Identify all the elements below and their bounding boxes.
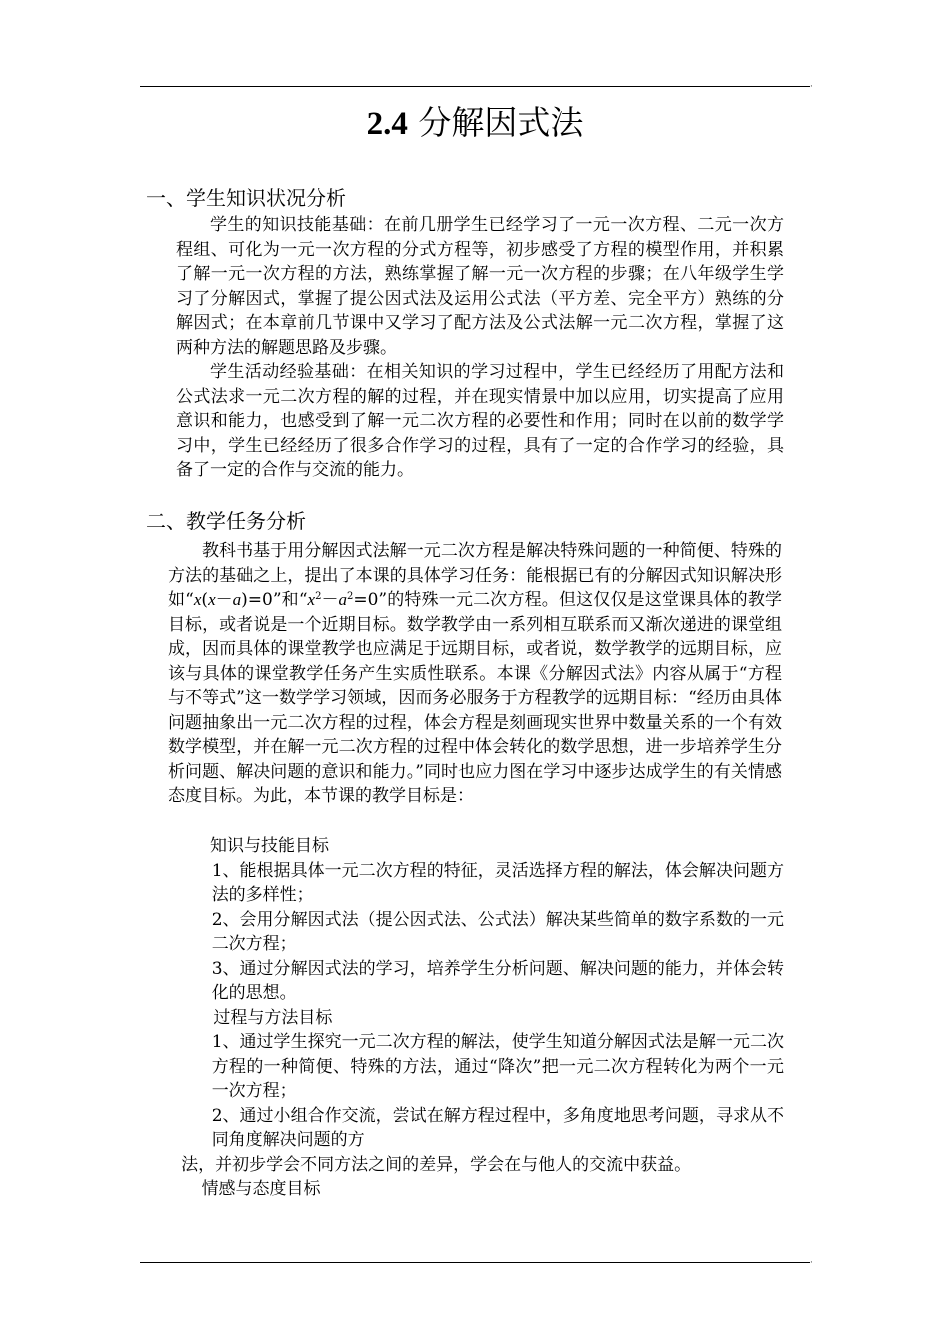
- title-number: 2.4: [366, 106, 408, 142]
- math-x: x: [193, 590, 202, 609]
- paragraph: [168, 539, 782, 809]
- section-1-body: [176, 213, 784, 483]
- math-text: －: [215, 590, 233, 610]
- math-superscript: 2: [315, 591, 322, 602]
- section-heading-1: 一、学生知识状况分析: [146, 186, 346, 210]
- paragraph: 学生活动经验基础：在相关知识的学习过程中，学生已经经历了用配方法和公式法求一元二次方程的解的过程，并在现实情景中加以应用，切实提高了应用意识和能力，也感受到了解一元二次方程的必要性和作用；同时在以前的数学学习中，学生已经经历了很多合作学习的过程，具有了一定的合作学习的经验，具备了一定的合作与交流的能力。: [176, 362, 784, 480]
- section-2-body: [168, 539, 782, 809]
- math-superscript: 2: [346, 591, 354, 602]
- math-x: x: [208, 590, 216, 609]
- subheading: 知识与技能目标: [210, 836, 329, 856]
- page-title: [0, 100, 950, 147]
- list-item: 2、会用分解因式法（提公因式法、公式法）解决某些简单的数字系数的一元二次方程；: [211, 909, 784, 954]
- footer-rule: ': [140, 1262, 810, 1263]
- objectives: [176, 834, 784, 1202]
- math-x: x: [307, 590, 316, 609]
- math-a: a: [232, 590, 242, 609]
- subheading: 情感与态度目标: [201, 1179, 321, 1199]
- section-heading-2: 二、教学任务分析: [146, 509, 306, 533]
- list-item: 1、能根据具体一元二次方程的特征，灵活选择方程的解法，体会解决问题方法的多样性；: [211, 860, 784, 905]
- text-run: ”和“: [272, 590, 308, 610]
- subheading: 过程与方法目标: [213, 1007, 333, 1028]
- math-text: (: [201, 590, 209, 610]
- math-text: =0: [353, 590, 379, 610]
- continuation-line: 法，并初步学会不同方法之间的差异，学会在与他人的交流中获益。: [181, 1154, 692, 1175]
- math-text: －: [321, 590, 339, 610]
- list-item: 3、通过分解因式法的学习，培养学生分析问题、解决问题的能力，并体会转化的思想。: [211, 958, 784, 1003]
- math-text: )=0: [241, 590, 273, 610]
- title-text: 分解因式法: [407, 103, 584, 142]
- math-a: a: [338, 590, 347, 609]
- list-item: 2、通过小组合作交流，尝试在解方程过程中，多角度地思考问题，寻求从不同角度解决问题的方: [211, 1105, 784, 1150]
- text-run: 教科书基于用分解因式法解一元二次方程是解决特殊问题的一种简便、特殊的方法的基础之上，提出了本课的具体学习任务：能根据已有的分解因式知识解决形如“: [168, 541, 782, 610]
- header-rule: ': [140, 86, 810, 87]
- list-item: 1、通过学生探究一元二次方程的解法，使学生知道分解因式法是解一元二次方程的一种简便、特殊的方法，通过“降次”把一元二次方程转化为两个一元一次方程；: [211, 1032, 784, 1101]
- text-run: ”的特殊一元二次方程。但这仅仅是这堂课具体的教学目标，或者说是一个近期目标。数学教学由一系列相互联系而又渐次递进的课堂组成，因而具体的课堂教学也应满足于远期目标，或者说，数学教学的远期目标，应该与具体的课堂教学任务产生实质性联系。本课《分解因式法》内容从属于“方程与不等式”这一数学学习领域，因而务必服务于方程教学的远期目标：“经历由具体问题抽象出一元二次方程的过程，体会方程是刻画现实世界中数量关系的一个有效数学模型，并在解一元二次方程的过程中体会转化的数学思想，进一步培养学生分析问题、解决问题的意识和能力。”同时也应力图在学习中逐步达成学生的有关情感态度目标。为此，本节课的教学目标是：: [168, 590, 782, 806]
- paragraph: 学生的知识技能基础：在前几册学生已经学习了一元一次方程、二元一次方程组、可化为一元一次方程的分式方程等，初步感受了方程的模型作用，并积累了解一元一次方程的方法，熟练掌握了解一元一次方程的步骤；在八年级学生学习了分解因式，掌握了提公因式法及运用公式法（平方差、完全平方）熟练的分解因式；在本章前几节课中又学习了配方法及公式法解一元二次方程，掌握了这两种方法的解题思路及步骤。: [176, 215, 784, 358]
